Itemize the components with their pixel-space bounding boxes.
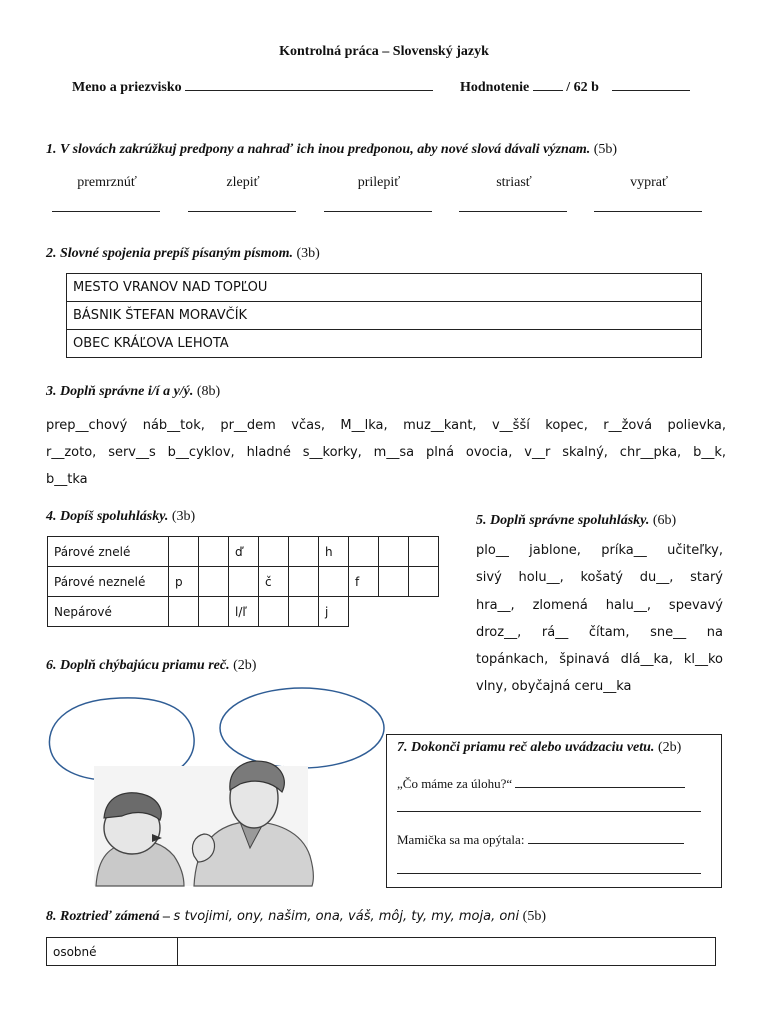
- task5-line-4[interactable]: droz__, rá__ čítam, sne__ na: [476, 624, 723, 640]
- task6-points: (2b): [233, 658, 257, 673]
- task1-answer-3[interactable]: [324, 211, 432, 212]
- task4-cell[interactable]: [319, 567, 349, 597]
- task4-cell[interactable]: h: [319, 537, 349, 567]
- name-field[interactable]: [185, 78, 433, 91]
- page-title: Kontrolná práca – Slovenský jazyk: [279, 44, 489, 59]
- task8-answer[interactable]: [178, 938, 716, 966]
- task7-points: (2b): [657, 740, 682, 755]
- task7-answer-3[interactable]: [528, 831, 684, 844]
- task4-cell[interactable]: [289, 537, 319, 567]
- task2-row-2[interactable]: BÁSNIK ŠTEFAN MORAVČÍK: [67, 302, 702, 330]
- task4-points: (3b): [171, 509, 196, 524]
- task4-cell[interactable]: č: [259, 567, 289, 597]
- task4-cell[interactable]: [409, 537, 439, 567]
- grade-label: Hodnotenie: [460, 80, 530, 95]
- task4-table: [47, 536, 439, 627]
- task4-cell[interactable]: [349, 537, 379, 567]
- task4-cell[interactable]: [409, 567, 439, 597]
- task1-points: (5b): [593, 142, 618, 157]
- task1-answer-4[interactable]: [459, 211, 567, 212]
- task8-row-label: osobné: [47, 938, 178, 966]
- task7-line-3: [397, 831, 684, 848]
- task4-cell[interactable]: [289, 567, 319, 597]
- task2-heading: [46, 246, 320, 262]
- task7-intro: Mamička sa ma opýtala:: [397, 832, 525, 847]
- task1-answer-5[interactable]: [594, 211, 702, 212]
- task6-title: 6. Doplň chýbajúcu priamu reč.: [46, 658, 230, 673]
- task4-cell[interactable]: p: [169, 567, 199, 597]
- name-label: Meno a priezvisko: [72, 80, 182, 95]
- task7-quote: „Čo máme za úlohu?“: [397, 776, 513, 791]
- task6-illustration: [44, 686, 390, 888]
- task4-cell[interactable]: [289, 597, 319, 627]
- task5-line-3[interactable]: hra__, zlomená halu__, spevavý: [476, 597, 723, 613]
- task2-points: (3b): [296, 246, 320, 261]
- task4-cell[interactable]: [379, 567, 409, 597]
- name-row: [72, 78, 433, 96]
- task4-cell[interactable]: f: [349, 567, 379, 597]
- grade-points: / 62 b: [566, 80, 599, 95]
- task3-line-3[interactable]: b__tka: [46, 472, 88, 487]
- task7-box: [386, 734, 722, 888]
- task7-heading: [397, 740, 681, 756]
- task5-heading: [476, 513, 676, 529]
- task4-cell[interactable]: [169, 537, 199, 567]
- task5-text: [476, 537, 723, 701]
- task4-row-2-label: Párové neznelé: [48, 567, 169, 597]
- task2-title: 2. Slovné spojenia prepíš písaným písmom.: [46, 246, 293, 261]
- task4-row-3-label: Nepárové: [48, 597, 169, 627]
- task4-cell[interactable]: l/ľ: [229, 597, 259, 627]
- task4-row-1-label: Párové znelé: [48, 537, 169, 567]
- task8-words: s tvojimi, ony, našim, ona, váš, môj, ty, my, moja, oni: [173, 909, 520, 924]
- task4-cell[interactable]: [199, 537, 229, 567]
- task6-heading: [46, 658, 256, 674]
- task1-word-1: premrznúť: [77, 175, 137, 190]
- task3-line-2[interactable]: r__zoto, serv__s b__cyklov, hladné s__korky, m__sa plná ovocia, v__r skalný, chr__pka, b__k,: [46, 445, 726, 460]
- task8-heading: [46, 909, 546, 925]
- task1-answer-1[interactable]: [52, 211, 160, 212]
- task2-table: [66, 273, 702, 358]
- task3-heading: [46, 384, 220, 400]
- task1-word-4: striasť: [496, 175, 532, 190]
- task4-cell[interactable]: [169, 597, 199, 627]
- task4-cell[interactable]: [199, 567, 229, 597]
- task2-row-1[interactable]: MESTO VRANOV NAD TOPĽOU: [67, 274, 702, 302]
- task8-title: 8. Roztrieď zámená –: [46, 909, 171, 924]
- task4-cell[interactable]: ď: [229, 537, 259, 567]
- task1-title: 1. V slovách zakrúžkuj predpony a nahraď ich inou predponou, aby nové slová dávali význam.: [46, 142, 591, 157]
- task4-cell[interactable]: [379, 537, 409, 567]
- task4-cell[interactable]: j: [319, 597, 349, 627]
- task7-title: 7. Dokonči priamu reč alebo uvádzaciu vetu.: [397, 740, 655, 755]
- task7-line-1: [397, 775, 685, 792]
- task5-line-5[interactable]: topánkach, špinavá dlá__ka, kl__ko: [476, 652, 723, 668]
- task5-line-1[interactable]: plo__ jablone, príka__ učiteľky,: [476, 543, 723, 558]
- task2-row-3[interactable]: OBEC KRÁĽOVA LEHOTA: [67, 330, 702, 358]
- task1-word-2: zlepiť: [226, 175, 260, 190]
- task1-heading: [46, 142, 617, 158]
- task3-title: 3. Doplň správne i/í a y/ý.: [46, 384, 194, 399]
- task4-cell[interactable]: [259, 537, 289, 567]
- task5-line-6[interactable]: vlny, obyčajná ceru__ka: [476, 679, 632, 695]
- task8-table: [46, 937, 716, 966]
- grade-extra-field[interactable]: [612, 78, 690, 91]
- task5-points: (6b): [652, 513, 677, 528]
- task1-word-3: prilepiť: [357, 175, 401, 190]
- task7-answer-4[interactable]: [397, 873, 701, 874]
- task3-points: (8b): [196, 384, 221, 399]
- task4-title: 4. Dopíš spoluhlásky.: [46, 509, 169, 524]
- task3-text: [46, 412, 726, 493]
- task4-heading: [46, 509, 195, 525]
- task4-cell[interactable]: [229, 567, 259, 597]
- task8-points: (5b): [522, 909, 546, 924]
- task7-answer-1[interactable]: [515, 775, 685, 788]
- grade-row: [460, 78, 690, 96]
- task1-word-5: vyprať: [630, 175, 668, 190]
- task7-answer-2[interactable]: [397, 811, 701, 812]
- task3-line-1[interactable]: prep__chový náb__tok, pr__dem včas, M__lka, muz__kant, v__šší kopec, r__žová polievka,: [46, 418, 726, 433]
- task5-line-2[interactable]: sivý holu__, košatý du__, starý: [476, 570, 723, 586]
- task5-title: 5. Doplň správne spoluhlásky.: [476, 513, 650, 528]
- task4-cell[interactable]: [199, 597, 229, 627]
- task4-cell[interactable]: [259, 597, 289, 627]
- task1-answer-2[interactable]: [188, 211, 296, 212]
- grade-field[interactable]: [533, 78, 563, 91]
